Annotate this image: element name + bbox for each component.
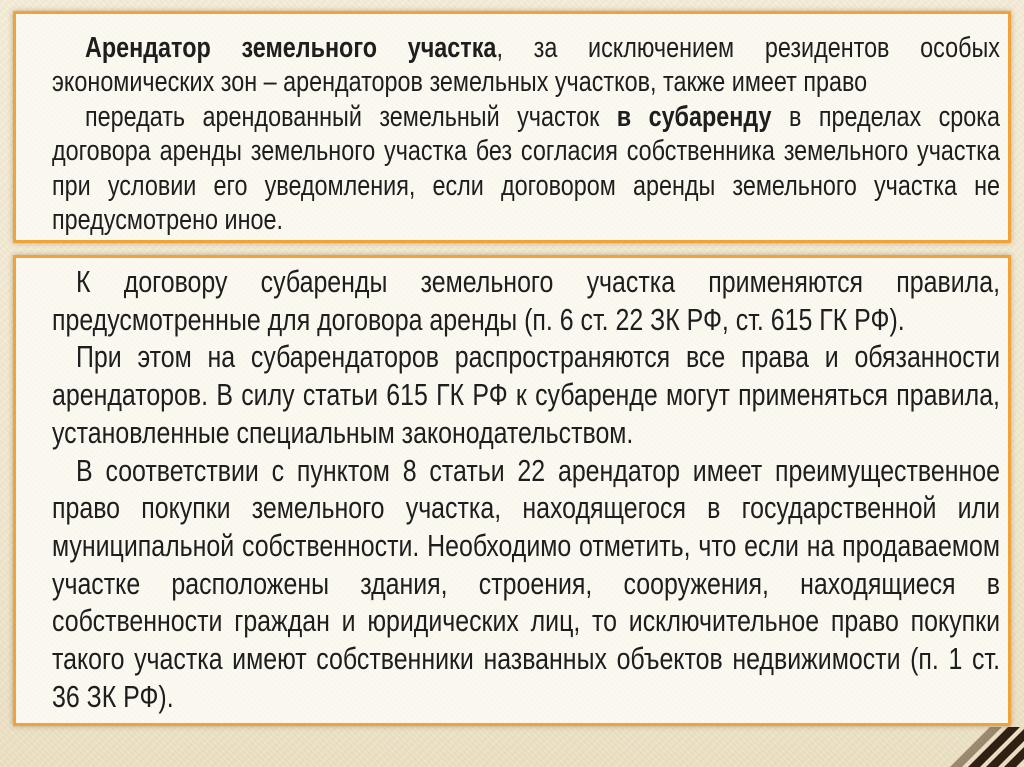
bottom-paragraph-2: При этом на субарендаторов распространяются все права и обязанности арендаторов. В силу статьи 615 ГК РФ к субаренде могут применяться правила, установленные специальным законодательством.	[52, 340, 1000, 450]
bottom-text-box	[13, 255, 1011, 726]
bold-term-sublease: в субаренду	[616, 100, 772, 133]
bottom-paragraph-3: В соответствии с пунктом 8 статьи 22 арендатор имеет преимущественное право покупки земельного участка, находящегося в государственной или муниципальной собственности. Необходимо отметить, что если на продаваемом участке расположены здания, строения, сооружения, находящиеся в собственности граждан и юридических лиц, то исключительное право покупки такого участка имеют собственники названных объектов недвижимости (п. 1 ст. 36 ЗК РФ).	[52, 453, 1000, 714]
top-paragraph-2-text-after: в пределах срока договора аренды земельного участка без согласия собственника земельного участка при условии его уведомления, если договором аренды земельного участка не предусмотрено иное.	[52, 100, 1001, 237]
top-paragraph-2	[52, 100, 1000, 238]
top-paragraph-1	[52, 31, 1000, 100]
bottom-paragraph-1: К договору субаренды земельного участка применяются правила, предусмотренные для договора аренды (п. 6 ст. 22 ЗК РФ, ст. 615 ГК РФ).	[52, 265, 1000, 337]
top-paragraph-2-text-before: передать арендованный земельный участок	[84, 100, 617, 133]
top-paragraph-1-text: , за исключением резидентов особых экономических зон – арендаторов земельных участков, также имеет право	[52, 32, 1000, 99]
bold-term-tenant: Арендатор земельного участка	[84, 32, 497, 64]
top-text-body	[52, 31, 1000, 237]
corner-ornament	[928, 727, 1024, 767]
bottom-text-body	[52, 264, 1000, 716]
top-text-box	[13, 11, 1011, 243]
